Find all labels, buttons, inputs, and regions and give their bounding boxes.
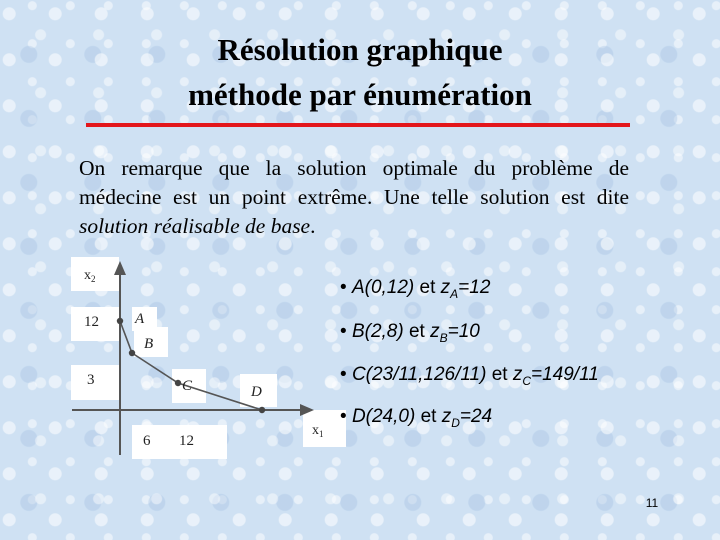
label-d: D xyxy=(251,384,262,400)
bullet-marker: • xyxy=(340,406,347,427)
bullet-objective: $z_B=10$ xyxy=(430,321,480,345)
paragraph-text-end: . xyxy=(310,214,316,238)
bullet-objective: $z_D=24$ xyxy=(441,406,493,430)
point-c xyxy=(175,380,181,386)
bullet-separator: et xyxy=(403,321,431,342)
bullet-objective: $z_A=12$ xyxy=(440,277,491,301)
bullet-point-coords: D(24,0) xyxy=(351,406,416,427)
bullet-point-b xyxy=(340,321,480,345)
bullet-point-coords: A(0,12) xyxy=(351,277,415,298)
title-divider xyxy=(86,123,630,127)
label-b: B xyxy=(144,336,154,352)
x-tick-12: 12 xyxy=(179,433,194,449)
slide-title-line-2: méthode par énumération xyxy=(188,77,532,112)
y-axis-label: $x_2$ xyxy=(84,268,96,284)
paragraph-text-start: On remarque que la solution optimale du problème de médecine est un point extrême. Une telle solution est dite xyxy=(79,156,629,209)
point-d xyxy=(259,407,265,413)
x-axis-label: $x_1$ xyxy=(312,423,324,439)
bullet-separator: et xyxy=(415,406,442,427)
explanation-paragraph xyxy=(79,154,629,241)
bullet-point-coords: C(23/11,126/11) xyxy=(351,364,487,385)
label-a: A xyxy=(135,311,145,327)
point-a xyxy=(117,318,123,324)
bullet-point-c xyxy=(340,364,599,388)
y-tick-12: 12 xyxy=(84,314,99,330)
bullet-separator: et xyxy=(486,364,513,385)
bullet-point-a xyxy=(340,277,490,301)
y-tick-3: 3 xyxy=(87,372,95,388)
bullet-point-coords: B(2,8) xyxy=(351,321,404,342)
bullet-separator: et xyxy=(414,277,441,298)
point-b xyxy=(129,350,135,356)
bullet-objective: $z_C=149/11$ xyxy=(512,364,599,388)
bullet-point-d xyxy=(340,406,492,430)
graph-svg xyxy=(68,255,358,460)
x-tick-6: 6 xyxy=(143,433,151,449)
slide-title-line-1: Résolution graphique xyxy=(217,32,503,67)
label-c: C xyxy=(182,378,193,394)
paragraph-italic-term: solution réalisable de base xyxy=(79,214,311,238)
bullet-marker: • xyxy=(340,364,347,385)
feasible-region-graph xyxy=(68,255,358,460)
bullet-marker: • xyxy=(340,277,347,298)
tick-3-box xyxy=(71,365,119,400)
bullet-marker: • xyxy=(340,321,347,342)
page-number: 11 xyxy=(645,496,659,510)
